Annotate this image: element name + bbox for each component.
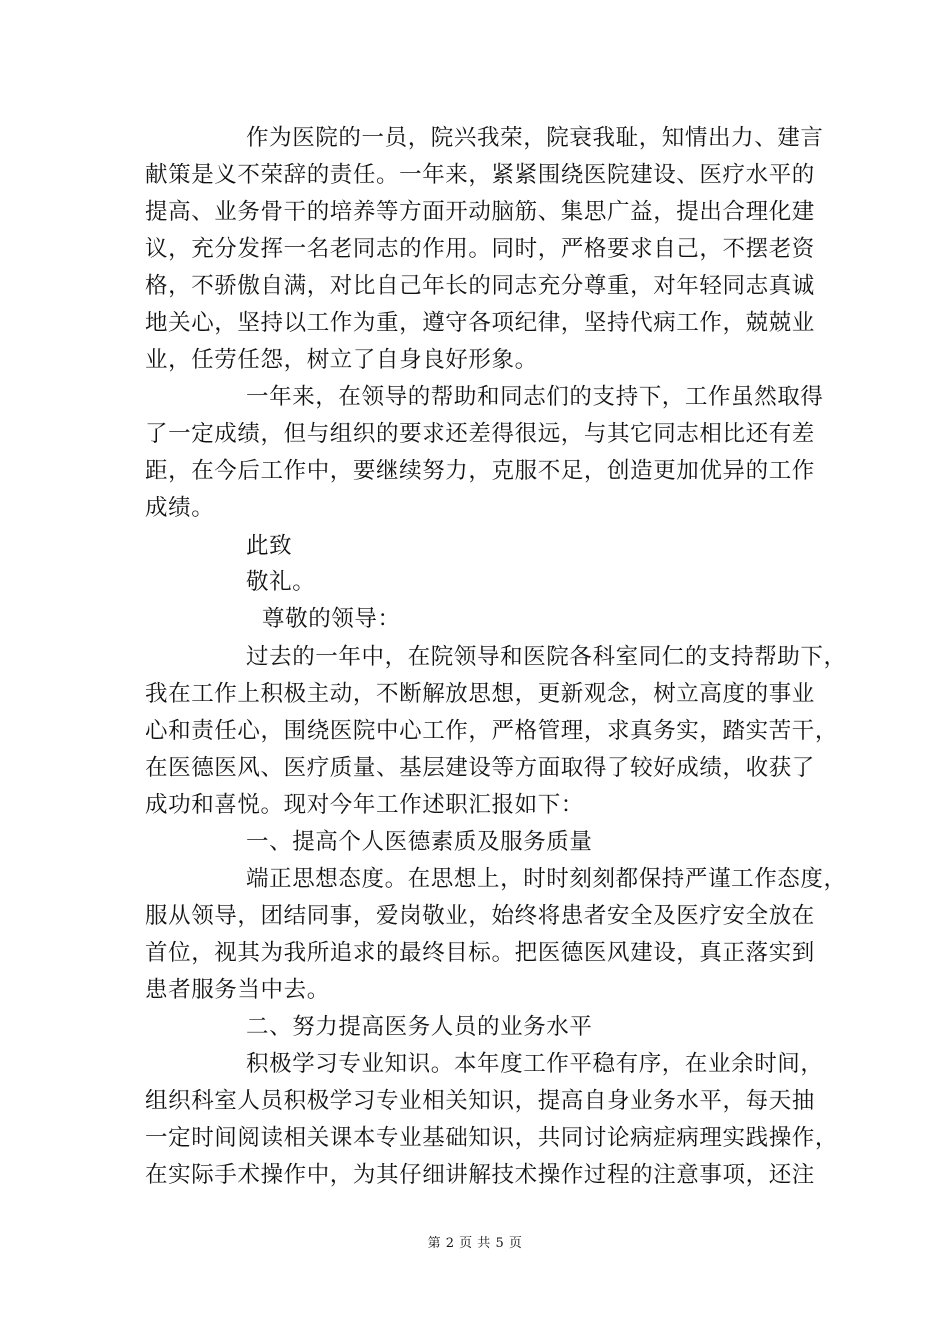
section-heading: 二、努力提高医务人员的业务水平 [246, 1014, 593, 1040]
text-line: 距，在今后工作中，要继续努力，克服不足，创造更加优异的工作 [145, 458, 815, 484]
text-line: 首位，视其为我所追求的最终目标。把医德医风建设，真正落实到 [145, 940, 815, 966]
text-line: 积极学习专业知识。本年度工作平稳有序，在业余时间， [246, 1051, 824, 1077]
text-line: 成功和喜悦。现对今年工作述职汇报如下： [145, 792, 584, 818]
closing-line: 此致 [246, 533, 293, 559]
text-line: 在实际手术操作中，为其仔细讲解技术操作过程的注意事项，还注 [145, 1162, 815, 1188]
text-line: 患者服务当中去。 [145, 977, 330, 1003]
text-line: 业，任劳任怨，树立了自身良好形象。 [145, 347, 538, 373]
page-footer: 第 2 页 共 5 页 [427, 1236, 523, 1251]
text-line: 组织科室人员积极学习专业相关知识，提高自身业务水平，每天抽 [145, 1088, 815, 1114]
text-line: 端正思想态度。在思想上，时时刻刻都保持严谨工作态度， [246, 866, 847, 892]
text-line: 心和责任心，围绕医院中心工作，严格管理，求真务实，踏实苦干， [145, 718, 839, 744]
text-line: 地关心，坚持以工作为重，遵守各项纪律，坚持代病工作，兢兢业 [145, 310, 815, 336]
text-line: 一定时间阅读相关课本专业基础知识，共同讨论病症病理实践操作， [145, 1125, 839, 1151]
text-line: 献策是义不荣辞的责任。一年来，紧紧围绕医院建设、医疗水平的 [145, 162, 815, 188]
text-line: 格，不骄傲自满，对比自己年长的同志充分尊重，对年轻同志真诚 [145, 273, 815, 299]
text-line: 我在工作上积极主动，不断解放思想，更新观念，树立高度的事业 [145, 681, 815, 707]
text-line: 一年来，在领导的帮助和同志们的支持下，工作虽然取得 [246, 384, 824, 410]
section-heading: 一、提高个人医德素质及服务质量 [246, 829, 593, 855]
text-line: 服从领导，团结同事，爱岗敬业，始终将患者安全及医疗安全放在 [145, 903, 815, 929]
text-line: 作为医院的一员，院兴我荣，院衰我耻，知情出力、建言 [246, 125, 824, 151]
closing-line: 敬礼。 [246, 569, 316, 595]
salutation: 尊敬的领导： [262, 606, 401, 632]
text-line: 了一定成绩，但与组织的要求还差得很远，与其它同志相比还有差 [145, 421, 815, 447]
text-line: 提高、业务骨干的培养等方面开动脑筋、集思广益，提出合理化建 [145, 199, 815, 225]
text-line: 在医德医风、医疗质量、基层建设等方面取得了较好成绩，收获了 [145, 755, 815, 781]
text-line: 成绩。 [145, 495, 215, 521]
text-line: 议，充分发挥一名老同志的作用。同时，严格要求自己，不摆老资 [145, 236, 815, 262]
text-line: 过去的一年中，在院领导和医院各科室同仁的支持帮助下， [246, 644, 847, 670]
